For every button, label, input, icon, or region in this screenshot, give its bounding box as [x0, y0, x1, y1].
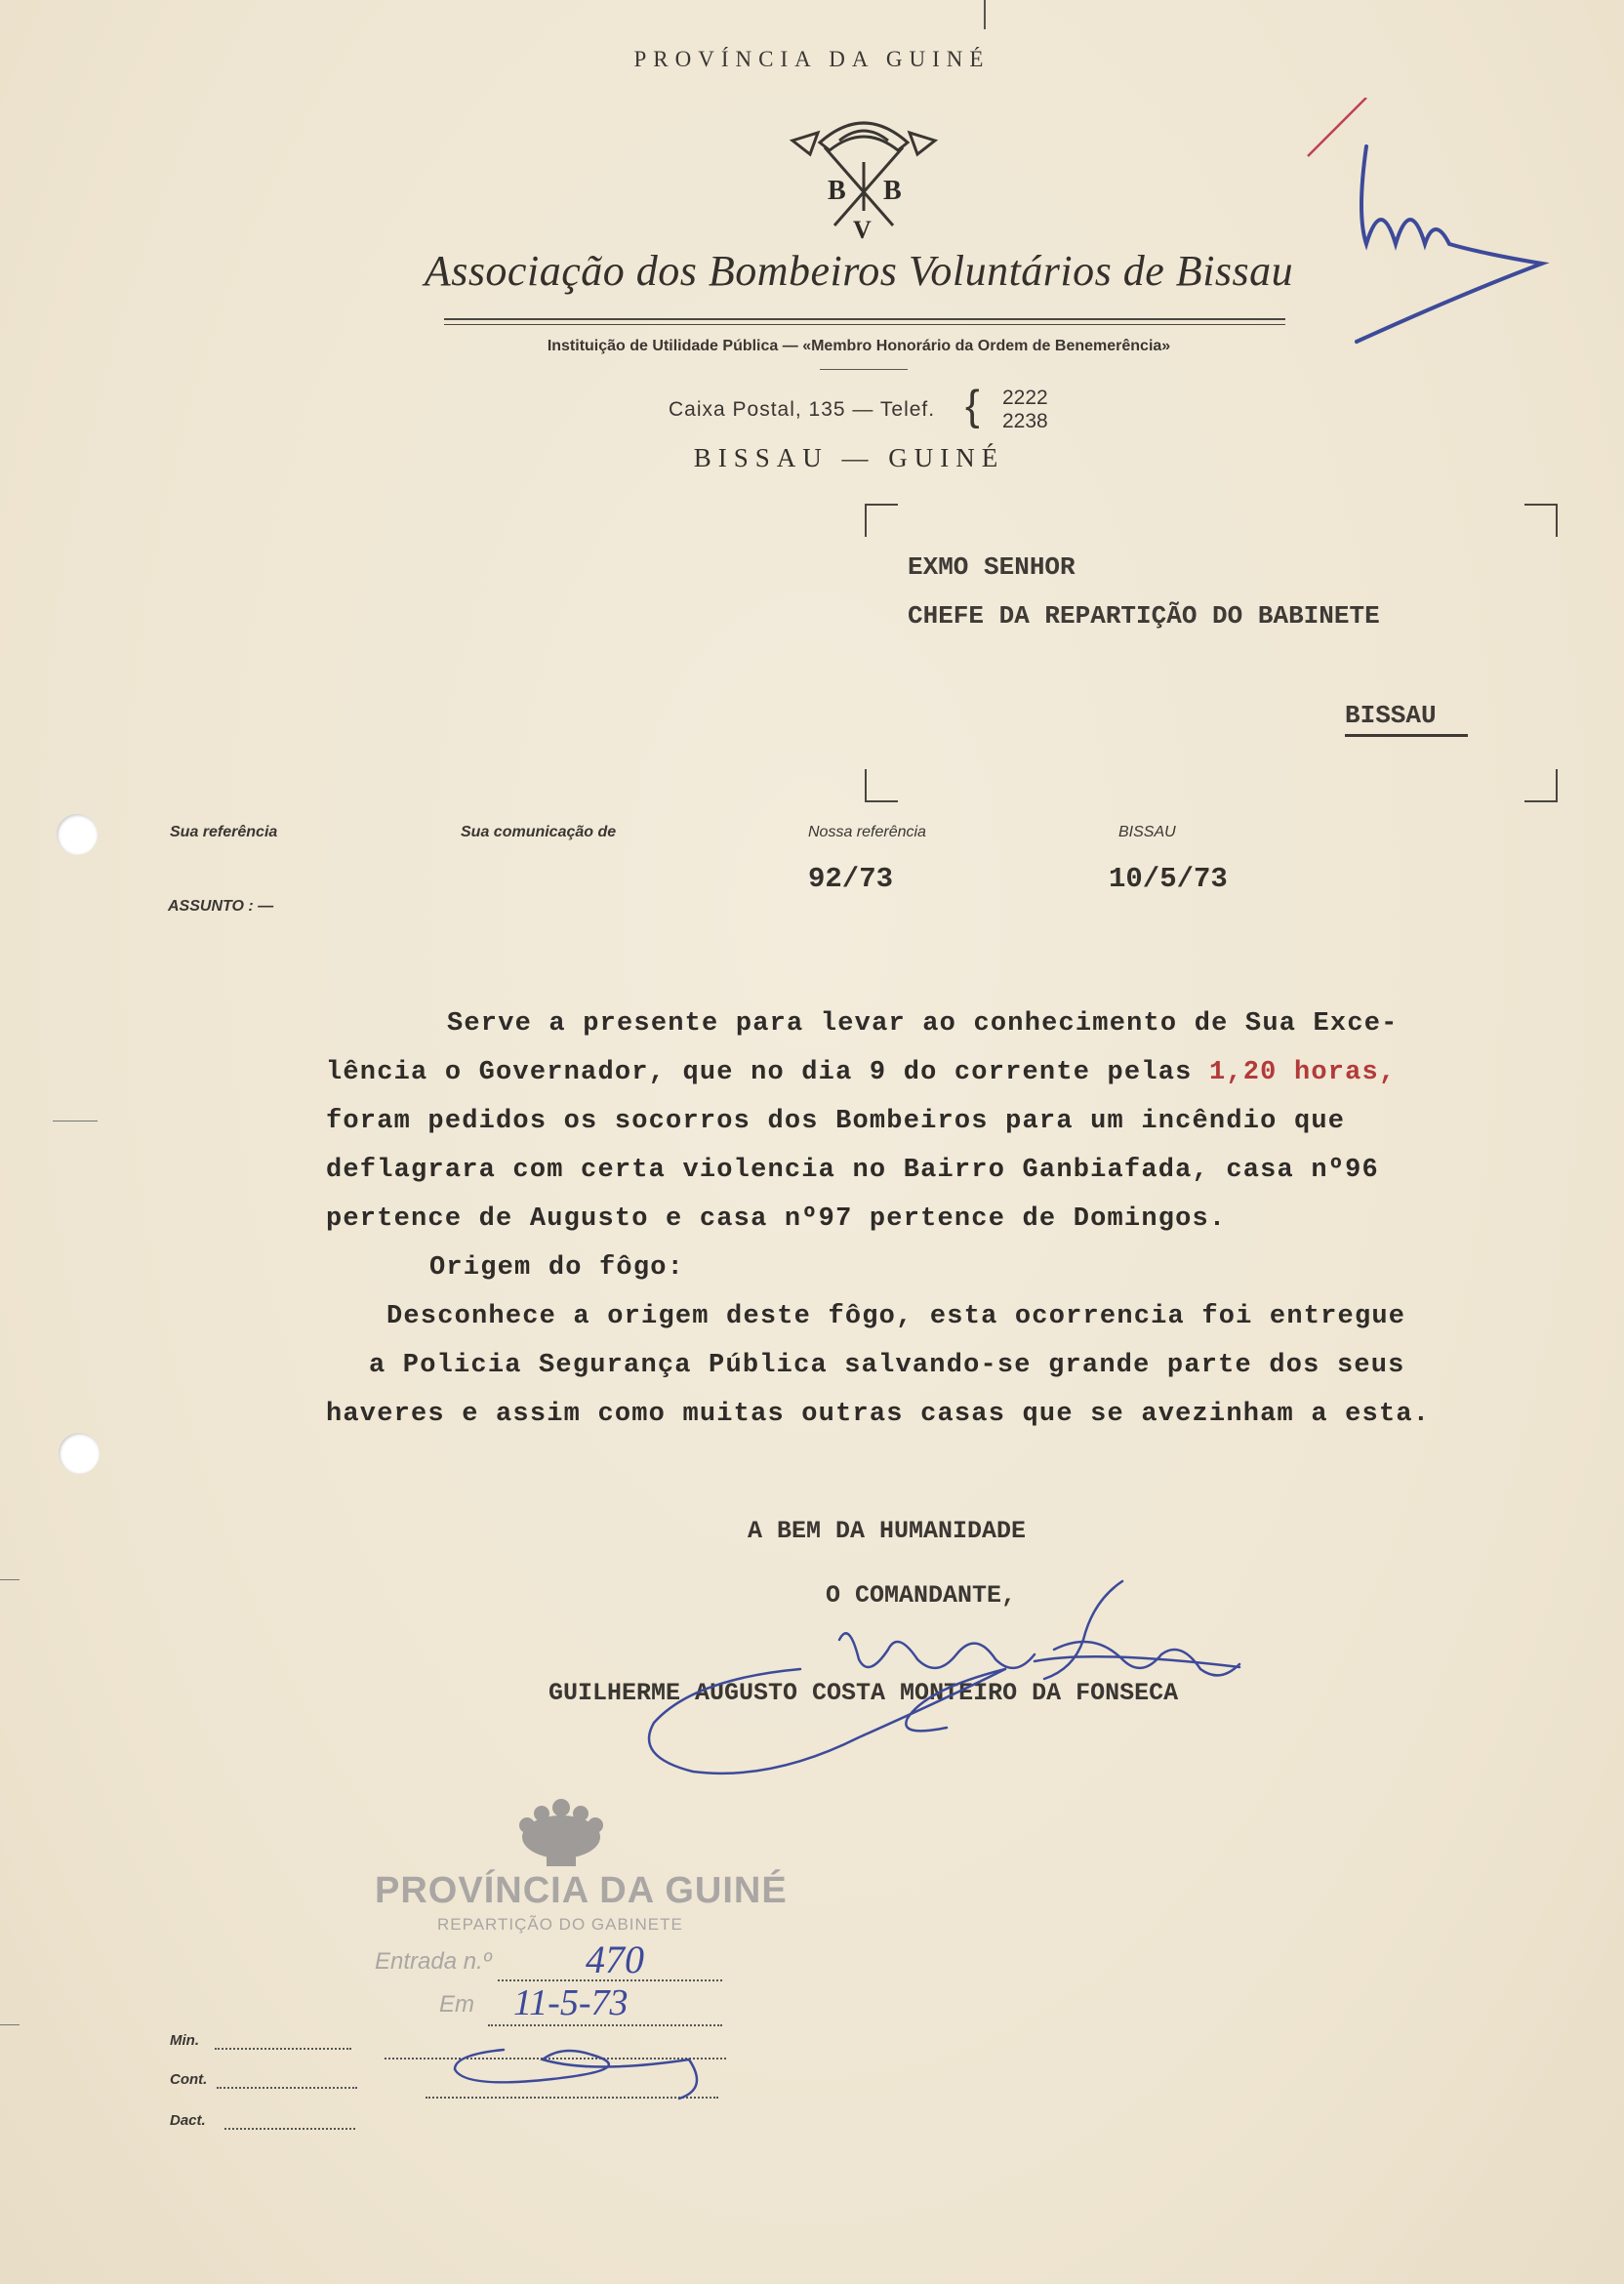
stamp-em-line — [488, 2024, 722, 2026]
phone-1: 2222 — [1002, 387, 1048, 409]
body-line-8: haveres e assim como muitas outras casas que se avezinham a esta. — [326, 1400, 1431, 1429]
sua-comunicacao-label: Sua comunicação de — [461, 824, 617, 840]
closing-motto: A BEM DA HUMANIDADE — [748, 1517, 1027, 1545]
recipient-city: BISSAU — [1345, 701, 1437, 730]
stamp-entrada-label: Entrada n.º — [375, 1948, 492, 1975]
recipient-city-underline — [1345, 734, 1468, 737]
province-header: PROVÍNCIA DA GUINÉ — [633, 47, 991, 71]
emblem-letter-b1: B — [828, 176, 846, 206]
address-corner-bl — [865, 769, 898, 802]
association-name: Associação dos Bombeiros Voluntários de Bissau — [424, 247, 1294, 295]
signatory-name: GUILHERME AUGUSTO COSTA MONTEIRO DA FONSECA — [548, 1679, 1179, 1707]
min-label: Min. — [170, 2032, 199, 2049]
stamp-em-value: 11-5-73 — [513, 1982, 629, 2023]
body-line-2-text: lência o Governador, que no dia 9 do corrente pelas — [326, 1058, 1209, 1087]
handwritten-initials — [1288, 98, 1581, 361]
institution-underline — [820, 369, 908, 370]
address-corner-tl — [865, 504, 898, 537]
emblem-letter-b2: B — [883, 176, 902, 206]
recipient-line-2: CHEFE DA REPARTIÇÃO DO BABINETE — [908, 601, 1380, 631]
place-label: BISSAU — [1118, 824, 1176, 840]
stamp-crest-icon — [508, 1796, 615, 1874]
body-line-3: foram pedidos os socorros dos Bombeiros para um incêndio que — [326, 1107, 1346, 1136]
emblem-icon — [781, 103, 947, 250]
emblem-letter-v: V — [853, 216, 872, 244]
red-check-mark — [1308, 98, 1366, 156]
fold-mark-1 — [53, 1121, 98, 1122]
stamp-subtitle: REPARTIÇÃO DO GABINETE — [437, 1915, 683, 1934]
body-line-4: deflagrara com certa violencia no Bairro Ganbiafada, casa nº96 — [326, 1156, 1379, 1185]
header-rule-thick — [444, 318, 1285, 320]
body-line-1: Serve a presente para levar ao conhecimento de Sua Exce- — [447, 1009, 1399, 1039]
stamp-em-label: Em — [439, 1991, 474, 2018]
fire-time: 1,20 horas, — [1208, 1058, 1397, 1087]
stamp-entrada-value: 470 — [586, 1937, 644, 1981]
fire-brigade-emblem — [781, 103, 947, 250]
punch-hole-bottom — [59, 1433, 100, 1474]
punch-hole-top — [57, 814, 98, 855]
date-value: 10/5/73 — [1109, 863, 1228, 895]
institution-line: Instituição de Utilidade Pública — «Membro Honorário da Ordem de Benemerência» — [547, 338, 1171, 354]
body-line-6: Desconhece a origem deste fôgo, esta ocorrencia foi entregue — [386, 1302, 1406, 1331]
fold-mark-2 — [0, 1579, 20, 1580]
city-country: BISSAU — GUINÉ — [693, 443, 1005, 472]
stamp-initials — [445, 2030, 718, 2108]
dact-line — [224, 2128, 355, 2130]
dact-label: Dact. — [170, 2112, 206, 2129]
signature-scribble — [634, 1562, 1269, 1786]
recipient-line-1: EXMO SENHOR — [908, 552, 1076, 582]
header-rule-thin — [444, 324, 1285, 325]
top-fold-mark — [984, 0, 986, 29]
body-line-5: pertence de Augusto e casa nº97 pertence de Domingos. — [326, 1204, 1227, 1234]
phone-brace: { — [965, 382, 980, 429]
nossa-referencia-label: Nossa referência — [808, 824, 926, 840]
cont-label: Cont. — [170, 2071, 208, 2088]
stamp-title: PROVÍNCIA DA GUINÉ — [375, 1870, 788, 1911]
closing-title: O COMANDANTE, — [826, 1581, 1017, 1610]
body-line-2 — [326, 1058, 1396, 1087]
sua-referencia-label: Sua referência — [170, 824, 278, 840]
body-line-7: a Policia Segurança Pública salvando-se grande parte dos seus — [369, 1351, 1405, 1380]
fold-mark-3 — [0, 2024, 20, 2025]
assunto-label: ASSUNTO : — — [168, 898, 274, 915]
address-corner-tr — [1524, 504, 1558, 537]
min-line — [215, 2048, 351, 2050]
cont-line — [217, 2087, 357, 2089]
address-corner-br — [1524, 769, 1558, 802]
contact-line: Caixa Postal, 135 — Telef. — [669, 398, 936, 421]
phone-2: 2238 — [1002, 410, 1048, 432]
origin-heading: Origem do fôgo: — [429, 1253, 685, 1283]
nossa-referencia-value: 92/73 — [808, 863, 894, 895]
